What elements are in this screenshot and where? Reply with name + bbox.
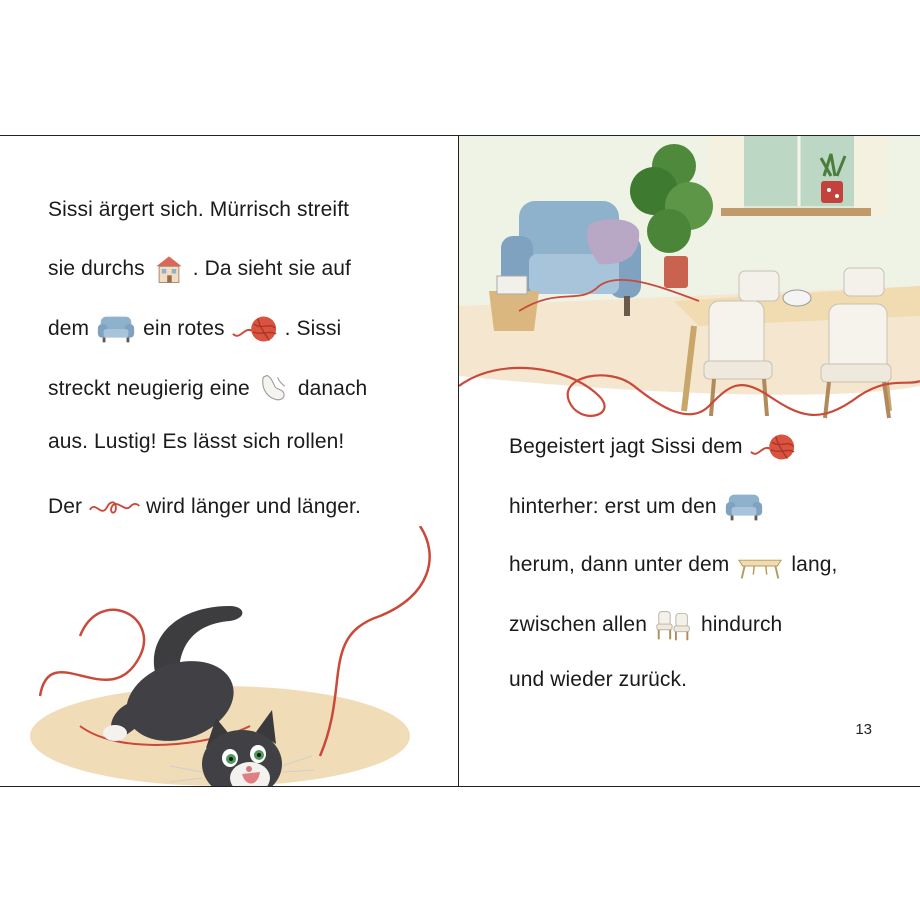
text-segment: lang, bbox=[791, 553, 838, 576]
chairs-icon bbox=[653, 608, 695, 642]
text-line bbox=[509, 490, 765, 524]
text-line bbox=[48, 312, 341, 346]
text-line bbox=[48, 490, 361, 524]
text-line bbox=[48, 430, 344, 454]
text-segment: hinterher: erst um den bbox=[509, 495, 717, 518]
living-room-illustration bbox=[459, 136, 920, 426]
text-segment: . Da sieht sie auf bbox=[192, 257, 351, 280]
cat-illustration bbox=[20, 526, 458, 786]
left-page bbox=[0, 136, 459, 786]
yarn-ball-icon bbox=[749, 430, 797, 464]
text-segment: dem bbox=[48, 317, 90, 340]
text-line bbox=[509, 430, 797, 464]
text-segment: ein rotes bbox=[143, 317, 225, 340]
text-segment: herum, dann unter dem bbox=[509, 553, 730, 576]
cat-paw-icon bbox=[256, 372, 292, 406]
text-line bbox=[509, 668, 687, 692]
text-line bbox=[509, 548, 837, 582]
yarn-thread-icon bbox=[88, 490, 140, 524]
page-number: 13 bbox=[855, 721, 872, 738]
text-segment: . Sissi bbox=[284, 317, 342, 340]
text-segment: Der bbox=[48, 495, 83, 518]
book-spread bbox=[0, 135, 920, 787]
text-segment: wird länger und länger. bbox=[146, 495, 361, 518]
armchair-icon bbox=[723, 490, 765, 524]
text-segment: und wieder zurück. bbox=[509, 668, 688, 691]
text-line bbox=[48, 372, 367, 406]
text-line bbox=[509, 608, 782, 642]
yarn-ball-icon bbox=[231, 312, 279, 346]
text-segment: hindurch bbox=[700, 613, 783, 636]
text-segment: Sissi ärgert sich. Mürrisch streift bbox=[48, 198, 350, 221]
text-line bbox=[48, 252, 351, 286]
armchair-icon bbox=[95, 312, 137, 346]
house-icon bbox=[151, 252, 187, 286]
text-segment: streckt neugierig eine bbox=[48, 377, 250, 400]
text-segment: zwischen allen bbox=[509, 613, 647, 636]
text-segment: Begeistert jagt Sissi dem bbox=[509, 435, 743, 458]
table-icon bbox=[735, 548, 785, 582]
text-line bbox=[48, 198, 349, 222]
text-segment: aus. Lustig! Es lässt sich rollen! bbox=[48, 430, 345, 453]
text-segment: sie durchs bbox=[48, 257, 145, 280]
text-segment: danach bbox=[297, 377, 368, 400]
right-page bbox=[459, 136, 920, 786]
